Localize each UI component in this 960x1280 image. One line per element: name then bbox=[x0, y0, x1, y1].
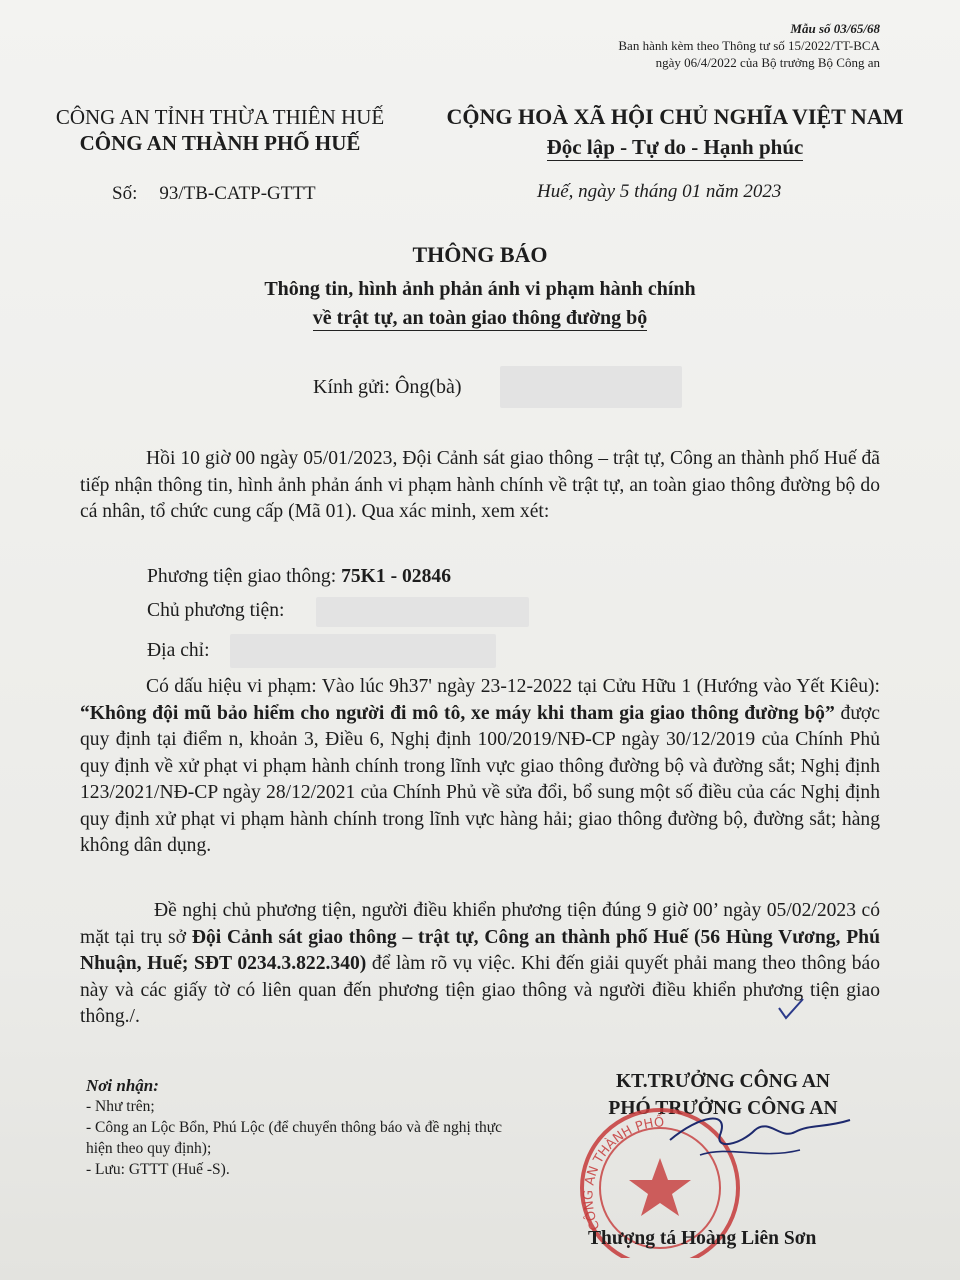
recipients-list bbox=[86, 1075, 506, 1180]
violation-description: “Không đội mũ bảo hiểm cho người đi mô tô, xe máy khi tham gia giao thông đường bộ” bbox=[80, 702, 835, 724]
form-code: Mẫu số 03/65/68 bbox=[790, 21, 880, 36]
stamp-ring-text: CÔNG AN THÀNH PHỐ bbox=[581, 1115, 665, 1233]
address-label: Địa chỉ: bbox=[147, 640, 210, 661]
form-issued-line: Ban hành kèm theo Thông tư số 15/2022/TT-BCA bbox=[618, 38, 880, 53]
recipient-line bbox=[313, 376, 462, 399]
recipient-item: - Lưu: GTTT (Huế -S). bbox=[86, 1161, 230, 1178]
agency-parent: CÔNG AN TỈNH THỪA THIÊN HUẾ bbox=[55, 105, 385, 129]
paragraph-intro: Hồi 10 giờ 00 ngày 05/01/2023, Đội Cảnh sát giao thông – trật tự, Công an thành phố Huế đã tiếp nhận thông tin, hình ảnh phản ánh vi phạm hành chính về trật tự, an toàn giao thông đường bộ do cá nhân, tổ chức cung cấp (Mã 01). Qua xác minh, xem xét: bbox=[80, 448, 880, 522]
recipient-label: Kính gửi: Ông(bà) bbox=[313, 376, 462, 398]
signature-title-line-2: PHÓ TRƯỞNG CÔNG AN bbox=[608, 1098, 838, 1119]
redacted-recipient-name bbox=[500, 366, 682, 408]
violation-intro: Có dấu hiệu vi phạm: Vào lúc 9h37' ngày 23-12-2022 tại Cửu Hữu 1 (Hướng vào Yết Kiêu): bbox=[146, 676, 880, 697]
recipient-item: - Công an Lộc Bổn, Phú Lộc (để chuyển thông báo và đề nghị thực hiện theo quy định); bbox=[86, 1119, 503, 1157]
place-date: Huế, ngày 5 tháng 01 năm 2023 bbox=[537, 181, 782, 202]
handwritten-signature bbox=[660, 1100, 860, 1180]
request-rest: để làm rõ vụ việc. Khi đến giải quyết phải mang theo thông báo này và các giấy tờ có liên quan đến phương tiện giao thông và người điều khiển phương tiện giao thông./. bbox=[80, 953, 880, 1027]
checkmark-icon bbox=[776, 996, 806, 1022]
redacted-owner-name bbox=[316, 597, 529, 627]
office-address: Đội Cảnh sát giao thông – trật tự, Công an thành phố Huế (56 Hùng Vương, Phú Nhuận, Huế; SĐT 0234.3.822.340) bbox=[80, 926, 880, 974]
document-subtitle bbox=[0, 275, 960, 333]
form-reference bbox=[618, 20, 880, 71]
recipient-item: - Như trên; bbox=[86, 1098, 155, 1115]
owner-label: Chủ phương tiện: bbox=[147, 600, 285, 621]
paragraph-violation bbox=[80, 674, 880, 860]
address-field bbox=[147, 640, 210, 662]
national-motto: Độc lập - Tự do - Hạnh phúc bbox=[546, 135, 804, 159]
recipients-heading: Nơi nhận: bbox=[86, 1076, 159, 1095]
redacted-address bbox=[230, 634, 496, 668]
form-issued-date-line: ngày 06/4/2022 của Bộ trưởng Bộ Công an bbox=[655, 55, 880, 70]
vehicle-label: Phương tiện giao thông: bbox=[147, 566, 337, 587]
subtitle-line-1: Thông tin, hình ảnh phản ánh vi phạm hành chính bbox=[264, 278, 696, 300]
country-name: CỘNG HOÀ XÃ HỘI CHỦ NGHĨA VIỆT NAM bbox=[446, 104, 904, 129]
document-number bbox=[112, 183, 316, 205]
issuing-agency bbox=[40, 104, 400, 156]
document-title: THÔNG BÁO bbox=[412, 242, 548, 267]
owner-field bbox=[147, 600, 284, 622]
national-header bbox=[430, 102, 920, 162]
svg-text:CÔNG AN THÀNH PHỐ bbox=[581, 1113, 664, 1232]
violation-legal-basis: được quy định tại điểm n, khoản 3, Điều 6, Nghị định 100/2019/NĐ-CP ngày 30/12/2019 của Chính Phủ quy định về xử phạt vi phạm hành chính trong lĩnh vực giao thông đường bộ và đường sắt; Nghị định 123/2021/NĐ-CP ngày 28/12/2021 của Chính Phủ về sửa đổi, bổ sung một số điều của các Nghị định quy định xử phạt vi phạm hành chính trong lĩnh vực hàng hải; giao thông đường bộ, đường sắt; hàng không dân dụng. bbox=[80, 702, 880, 856]
subtitle-line-2: về trật tự, an toàn giao thông đường bộ bbox=[312, 307, 648, 329]
doc-number-value: 93/TB-CATP-GTTT bbox=[159, 183, 316, 204]
doc-number-label: Số: bbox=[112, 183, 138, 204]
signer-name: Thượng tá Hoàng Liên Sơn bbox=[588, 1228, 817, 1249]
signature-title-line-1: KT.TRƯỞNG CÔNG AN bbox=[616, 1071, 830, 1092]
vehicle-field bbox=[147, 566, 451, 588]
paragraph-request bbox=[80, 898, 880, 1031]
vehicle-plate: 75K1 - 02846 bbox=[341, 566, 451, 587]
agency-name: CÔNG AN THÀNH PHỐ HUẾ bbox=[79, 131, 361, 155]
request-intro: Đề nghị chủ phương tiện, người điều khiển phương tiện đúng 9 giờ 00’ ngày 05/02/2023 có mặt tại trụ sở bbox=[80, 900, 880, 948]
